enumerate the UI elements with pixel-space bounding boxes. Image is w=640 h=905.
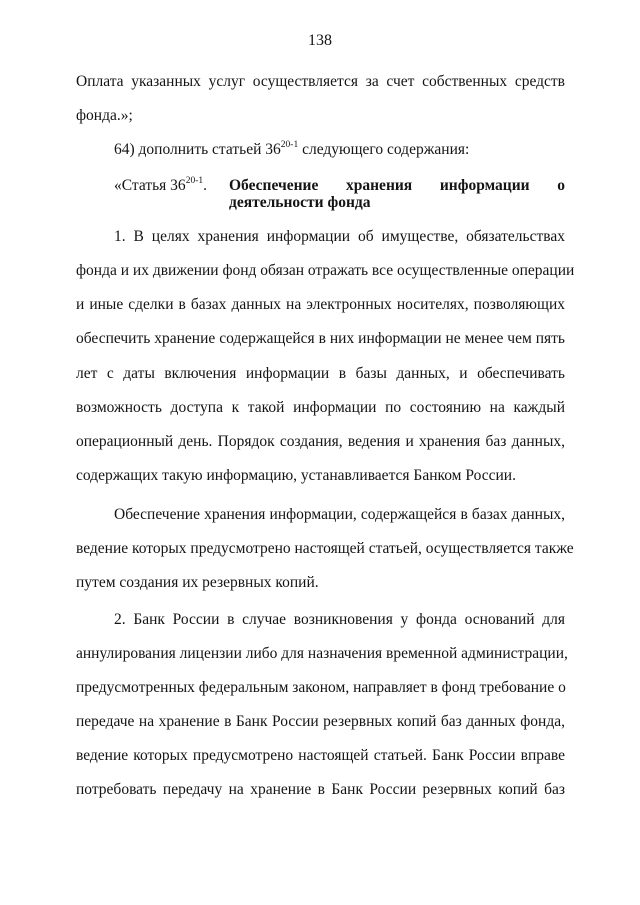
text-line: передаче на хранение в Банк России резервных копий баз данных фонда, <box>76 713 565 730</box>
text-line: 2. Банк России в случае возникновения у фонда оснований для <box>114 611 565 628</box>
text-line: лет с даты включения информации в базы данных, и обеспечивать <box>76 365 565 382</box>
text-line: Обеспечение хранения информации, содержащейся в базах данных, <box>114 506 565 523</box>
text-line: путем создания их резервных копий. <box>76 574 319 591</box>
text-line: операционный день. Порядок создания, ведения и хранения баз данных, <box>76 433 565 450</box>
text-line: Оплата указанных услуг осуществляется за счет собственных средств <box>76 73 565 90</box>
article-title: Обеспечение хранения информации о <box>229 177 565 194</box>
text-fragment: следующего содержания: <box>298 141 470 158</box>
text-line: обеспечить хранение содержащейся в них информации не менее чем пять <box>76 330 565 347</box>
text-line: и иные сделки в базах данных на электронных носителях, позволяющих <box>76 296 565 313</box>
page-number: 138 <box>308 32 332 49</box>
text-line: ведение которых предусмотрено настоящей статьей, осуществляется также <box>76 540 574 557</box>
text-line: содержащих такую информацию, устанавливается Банком России. <box>76 467 516 484</box>
text-fragment: «Статья 36 <box>114 177 186 194</box>
text-fragment: . <box>203 177 207 194</box>
article-title: деятельности фонда <box>229 194 371 211</box>
text-line: аннулирования лицензии либо для назначения временной администрации, <box>76 645 568 662</box>
amendment-item-64 <box>114 140 565 160</box>
article-superscript: 20-1 <box>280 140 299 150</box>
text-line: возможность доступа к такой информации по состоянию на каждый <box>76 399 565 416</box>
article-superscript: 20-1 <box>185 176 204 186</box>
text-line: 1. В целях хранения информации об имуществе, обязательствах <box>114 228 565 245</box>
text-line: ведение которых предусмотрено настоящей статьей. Банк России вправе <box>76 747 565 764</box>
text-line: потребовать передачу на хранение в Банк России резервных копий баз <box>76 781 565 798</box>
text-line: фонда и их движении фонд обязан отражать все осуществленные операции <box>76 262 575 279</box>
article-number <box>114 176 207 196</box>
text-line: фонда.»; <box>76 107 133 124</box>
text-fragment: 64) дополнить статьей 36 <box>114 141 281 158</box>
text-line: предусмотренных федеральным законом, направляет в фонд требование о <box>76 679 566 696</box>
